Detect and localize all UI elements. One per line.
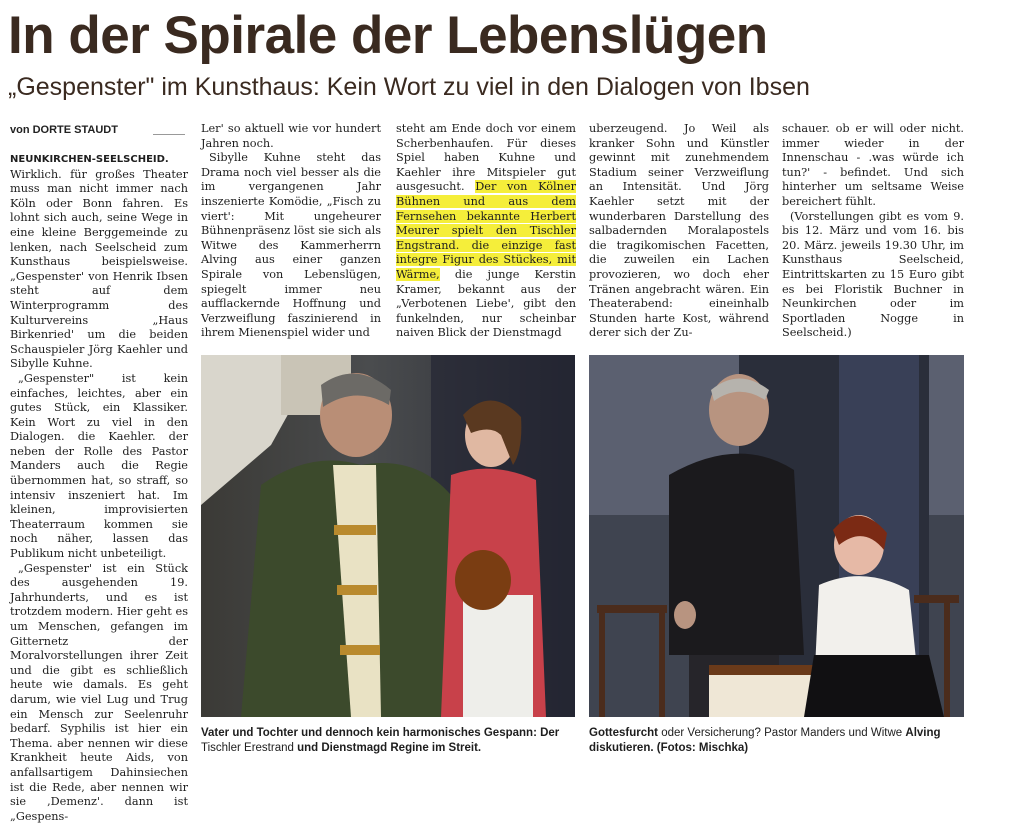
photo-caption-1 bbox=[201, 726, 579, 756]
paragraph-text: Wirklich. für großes Theater muss man nicht immer nach Köln oder Bonn fahren. Es lohnt sich auch, seine Wege in eine kleine Berggemeinde zu lenken, nach Seelscheid zum Kunsthaus beispielsweise. „Gespenster' von Henrik Ibsen steht auf dem Winterprogramm des Kulturvereins „Haus Birkenried' um die beiden Schauspieler Jörg Kaehler und Sibylle Kuhne. bbox=[10, 167, 188, 371]
caption-bold-text: Vater und Tochter und dennoch kein harmonisches Gespann: Der bbox=[201, 727, 560, 739]
article-column-4 bbox=[589, 122, 769, 340]
paragraph bbox=[396, 122, 576, 341]
caption-bold-text: Alving bbox=[905, 727, 941, 739]
paragraph: „Gespenster" ist kein einfaches, leichtes, aber ein gutes Stück, ein Klassiker. Kein Wort zu viel in den Dialogen. die Kaehler. der neben der Rolle des Pastor Manders auch die Regie übernommen hat, so straff, so intensiv inszeniert hat. Im kleinen, improvisierten Theaterraum kommen sie noch näher, lassen das Publikum nicht unbeteiligt. bbox=[10, 371, 188, 561]
caption-bold-text: Gottesfurcht bbox=[589, 727, 658, 739]
photo-manders-alving bbox=[589, 355, 964, 717]
headline: In der Spirale der Lebenslügen bbox=[8, 6, 768, 65]
caption-text: Tischler Erestrand bbox=[201, 742, 294, 754]
paragraph: uberzeugend. Jo Weil als kranker Sohn und Künstler gewinnt mit zunehmendem Stadium seiner Verzweiflung an Intensität. Und Jörg Kaehler setzt mit der wunderbaren Darstellung des salbadernden Moralapostels die tragikomischen Facetten, die zuweilen ein Lachen provozieren, wo doch eher Tränen angebracht wären. Ein Theaterabend: eineinhalb Stunden harte Kost, während derer sich der Zu- bbox=[589, 122, 769, 340]
article-column-2 bbox=[201, 122, 381, 340]
dateline: NEUNKIRCHEN-SEELSCHEID. bbox=[10, 154, 169, 165]
paragraph-text: steht am Ende doch vor einem Scherbenhaufen. Für dieses Spiel haben Kuhne und Kaehler ihre Mitspieler gut ausgesucht. bbox=[396, 122, 576, 194]
article-column-1 bbox=[10, 152, 188, 823]
caption-text: oder Versicherung? Pastor Manders und Witwe bbox=[661, 727, 903, 739]
highlighted-passage: Der von Kölner Bühnen und aus dem Fernsehen bekannte Herbert Meurer spielt den Tischler Engstrand. die einzige fast integre Figur des Stückes, mit Wärme, bbox=[396, 180, 577, 281]
caption-bold-text: und Dienstmagd Regine im Streit. bbox=[297, 742, 482, 754]
photo-caption-2 bbox=[589, 726, 967, 756]
byline-divider bbox=[153, 134, 185, 135]
paragraph-text: die junge Kerstin Kramer, bekannt aus der „Verbotenen Liebe', gibt den funkelnden, nur scheinbar naiven Blick der Dienstmagd bbox=[396, 267, 576, 340]
photo-illustration bbox=[201, 355, 575, 717]
paragraph: Ler' so aktuell wie vor hundert Jahren noch. bbox=[201, 122, 381, 150]
paragraph: „Gespenster' ist ein Stück des ausgehenden 19. Jahrhunderts, und es ist trotzdem modern. Hier geht es um Menschen, gefangen im Gitternetz der Moralvorstellungen ihrer Zeit und die gibt es schließlich heute wie damals. Es geht darum, wie viel Lug und Trug ein Mensch zur Seelenruhr bedarf. Syphilis ist hier ein Thema. aber nennen wir diese Krankheit heute Aids, von anfallsartigem Dahinsiechen ist die Rede, aber nennen wir sie ‚Demenz'. dann ist „Gespens- bbox=[10, 561, 188, 823]
photo-engstrand-regine bbox=[201, 355, 575, 717]
paragraph: schauer. ob er will oder nicht. immer wieder in der Innenschau - .was würde ich tun?' - befindet. Und sich hinterher um seltsame Weise bereichert fühlt. bbox=[782, 122, 964, 208]
paragraph: (Vorstellungen gibt es vom 9. bis 12. März und vom 16. bis 20. März. jeweils 19.30 Uhr, im Kunsthaus Seelscheid, Eintrittskarten zu 15 Euro gibt es bei Floristik Buchner in Neunkirchen oder im Sportladen Nogge in Seelscheid.) bbox=[782, 209, 964, 340]
paragraph: Sibylle Kuhne steht das Drama noch viel besser als die im vergangenen Jahr inszenierte Komödie, „Fisch zu viert': Mit ungeheurer Bühnenpräsenz löst sie sich als Witwe des Kammerherrn Alving aus einer ganzen Spirale von Lebenslügen, spiegelt immer neu aufflackernde Hoffnung und Verzweiflung faszinierend in ihrem Mienenspiel wider und bbox=[201, 151, 381, 340]
photo-illustration bbox=[589, 355, 964, 717]
byline: von DORTE STAUDT bbox=[10, 124, 118, 136]
paragraph bbox=[10, 152, 188, 372]
article-column-3 bbox=[396, 122, 577, 340]
subheadline: „Gespenster" im Kunsthaus: Kein Wort zu viel in den Dialogen von Ibsen bbox=[8, 73, 810, 101]
caption-bold-text: diskutieren. (Fotos: Mischka) bbox=[589, 742, 749, 754]
article-column-5 bbox=[782, 122, 964, 340]
